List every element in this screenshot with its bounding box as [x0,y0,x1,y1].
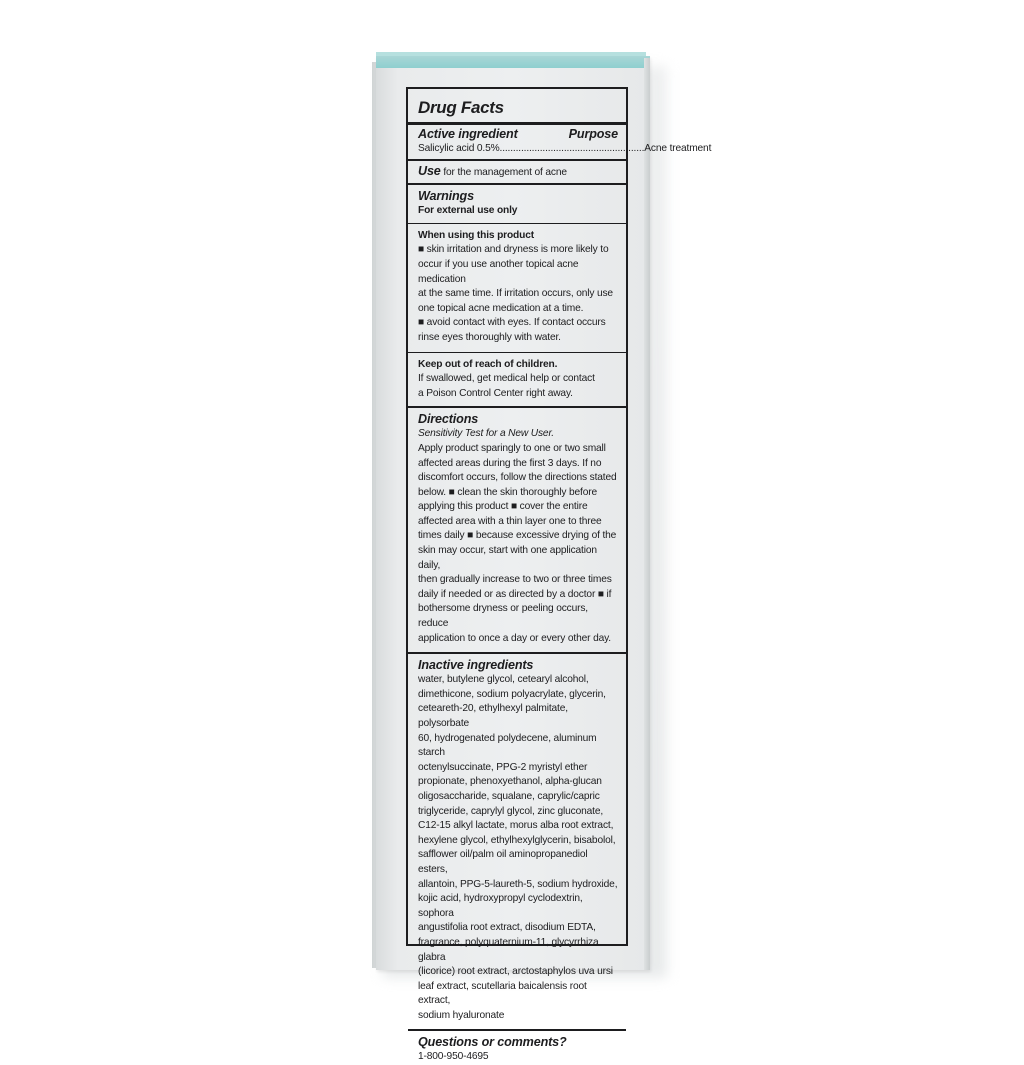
active-ingredient-header [418,127,618,142]
inactive-line: allantoin, PPG-5-laureth-5, sodium hydroxide, [418,878,618,890]
external-use-text: For external use only [418,205,518,217]
keep-out-section [418,358,618,402]
directions-line: Apply product sparingly to one or two small [418,442,606,454]
use-label: Use [418,163,441,178]
inactive-line: water, butylene glycol, cetearyl alcohol, [418,674,589,686]
inactive-line: ceteareth-20, ethylhexyl palmitate, polysorbate [418,703,568,729]
divider [408,652,626,654]
directions-line: application to once a day or every other day. [418,632,611,644]
active-ingredient-purpose: Acne treatment [644,143,712,154]
use-text: for the management of acne [440,166,567,178]
sensitivity-test: Sensitivity Test for a New User. [418,428,554,440]
directions-line: times daily ■ because excessive drying of the [418,530,617,542]
when-using-line: at the same time. If irritation occurs, only use [418,288,613,300]
carton-top-band [376,56,650,68]
divider [408,159,626,161]
inactive-line: kojic acid, hydroxypropyl cyclodextrin, sophora [418,893,583,919]
divider [408,1029,626,1031]
active-ingredient-row [418,142,712,157]
inactive-ingredients-section [418,658,618,1023]
questions-title: Questions or comments? [418,1035,567,1050]
use-section [418,164,618,181]
divider [408,223,626,224]
inactive-ingredients-title: Inactive ingredients [418,658,534,673]
divider [408,352,626,353]
drug-facts-panel [406,87,712,1063]
directions-line: bothersome dryness or peeling occurs, reduce [418,603,588,630]
inactive-line: fragrance, polyquaternium-11, glycyrrhiza glabra [418,936,599,963]
drug-facts-title: Drug Facts [418,98,504,117]
directions-line: below. ■ clean the skin thoroughly before [418,486,597,498]
when-using-title: When using this product [418,229,534,241]
when-using-line: occur if you use another topical acne medication [418,258,579,285]
inactive-line: C12-15 alkyl lactate, morus alba root extract, [418,820,614,832]
purpose-label: Purpose [568,127,618,141]
directions-line: discomfort occurs, follow the directions stated [418,472,617,484]
phone-number: 1-800-950-4695 [418,1051,489,1063]
when-using-section [418,229,618,346]
directions-line: applying this product ■ cover the entire [418,501,588,513]
carton-right-edge [644,58,650,970]
when-using-line: rinse eyes thoroughly with water. [418,331,561,343]
active-ingredient-label: Active ingredient [418,127,518,141]
warnings-title: Warnings [418,189,474,204]
keep-out-line: a Poison Control Center right away. [418,387,573,399]
directions-line: affected areas during the first 3 days. If no [418,457,602,469]
inactive-line: propionate, phenoxyethanol, alpha-glucan [418,776,602,788]
directions-line: affected area with a thin layer one to three [418,515,602,527]
directions-line: then gradually increase to two or three times [418,574,612,586]
directions-title: Directions [418,412,479,427]
keep-out-line: If swallowed, get medical help or contact [418,373,595,385]
leader-dots: ...................................................... [499,143,645,154]
inactive-line: triglyceride, caprylyl glycol, zinc gluconate, [418,805,604,817]
active-ingredient-name: Salicylic acid 0.5% [418,143,500,154]
inactive-line: hexylene glycol, ethylhexylglycerin, bisabolol, [418,834,616,846]
directions-section [418,412,618,646]
when-using-line: ■ skin irritation and dryness is more likely to [418,244,609,256]
directions-line: daily if needed or as directed by a doctor ■ if [418,588,612,600]
directions-line: skin may occur, start with one application daily, [418,545,597,571]
inactive-line: (licorice) root extract, arctostaphylos uva ursi [418,966,613,978]
questions-section [418,1035,618,1065]
inactive-line: angustifolia root extract, disodium EDTA, [418,922,596,934]
divider [408,406,626,408]
divider [408,122,626,125]
inactive-line: dimethicone, sodium polyacrylate, glycerin, [418,688,606,700]
inactive-line: safflower oil/palm oil aminopropanediol esters, [418,849,588,875]
inactive-line: octenylsuccinate, PPG-2 myristyl ether [418,761,588,773]
inactive-line: 60, hydrogenated polydecene, aluminum starch [418,732,597,759]
inactive-line: sodium hyaluronate [418,1009,505,1021]
divider [408,183,626,185]
keep-out-title: Keep out of reach of children. [418,358,558,370]
inactive-line: leaf extract, scutellaria baicalensis root extract, [418,980,587,1007]
inactive-line: oligosaccharide, squalane, caprylic/capric [418,790,600,802]
when-using-line: one topical acne medication at a time. [418,302,584,314]
when-using-line: ■ avoid contact with eyes. If contact occurs [418,317,606,329]
